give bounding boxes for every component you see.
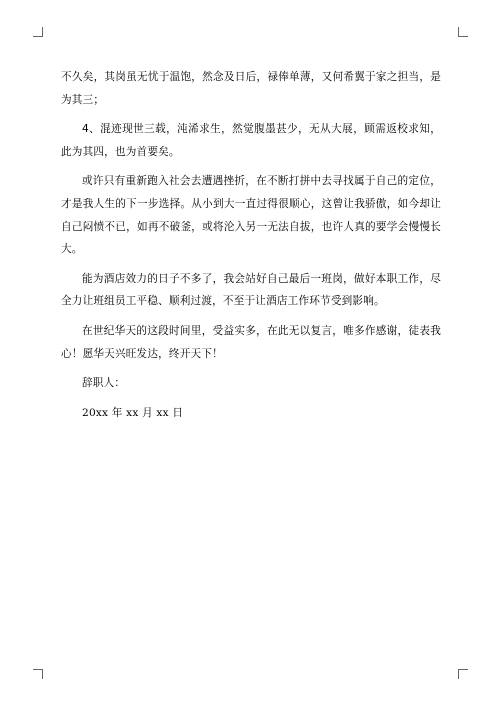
paragraph-reason-four: 4、混迹现世三载，沌浠求生，然觉腹墨甚少，无从大展，顾需返校求知，此为其四，也为首要矣。 xyxy=(61,123,441,158)
paragraph-thanks: 在世纪华天的这段时间里，受益实多，在此无以复言，唯多作感谢，徒表我心！愿华天兴旺发达，终开天下！ xyxy=(61,324,441,360)
crop-mark-top-left xyxy=(33,27,43,37)
signature-label: 辞职人： xyxy=(82,377,126,390)
paragraph-reason-three: 不久矣，其岗虽无忧于温饱，然念及日后，禄俸单薄，又何希翼于家之担当，是为其三； xyxy=(61,71,441,106)
crop-mark-top-right xyxy=(458,27,468,37)
crop-mark-bottom-left xyxy=(33,669,43,679)
signature-date: 20xx 年 xx 月 xx 日 xyxy=(82,406,184,419)
paragraph-next-step: 或许只有重新跑入社会去遭遇挫折，在不断打拼中去寻找属于自己的定位，才是我人生的下一步选择。从小到大一直过得很顺心，这曾让我骄傲，如今却让自己闷愤不已，如再不破釜，或将沦入另一无法自拔，也许人真的要学会慢慢长大。 xyxy=(61,175,441,256)
document-body xyxy=(61,66,441,431)
paragraph-handover: 能为酒店效力的日子不多了，我会站好自己最后一班岗，做好本职工作，尽全力让班组员工平稳、顺利过渡，不至于让酒店工作环节受到影响。 xyxy=(61,272,441,308)
crop-mark-bottom-right xyxy=(458,669,468,679)
